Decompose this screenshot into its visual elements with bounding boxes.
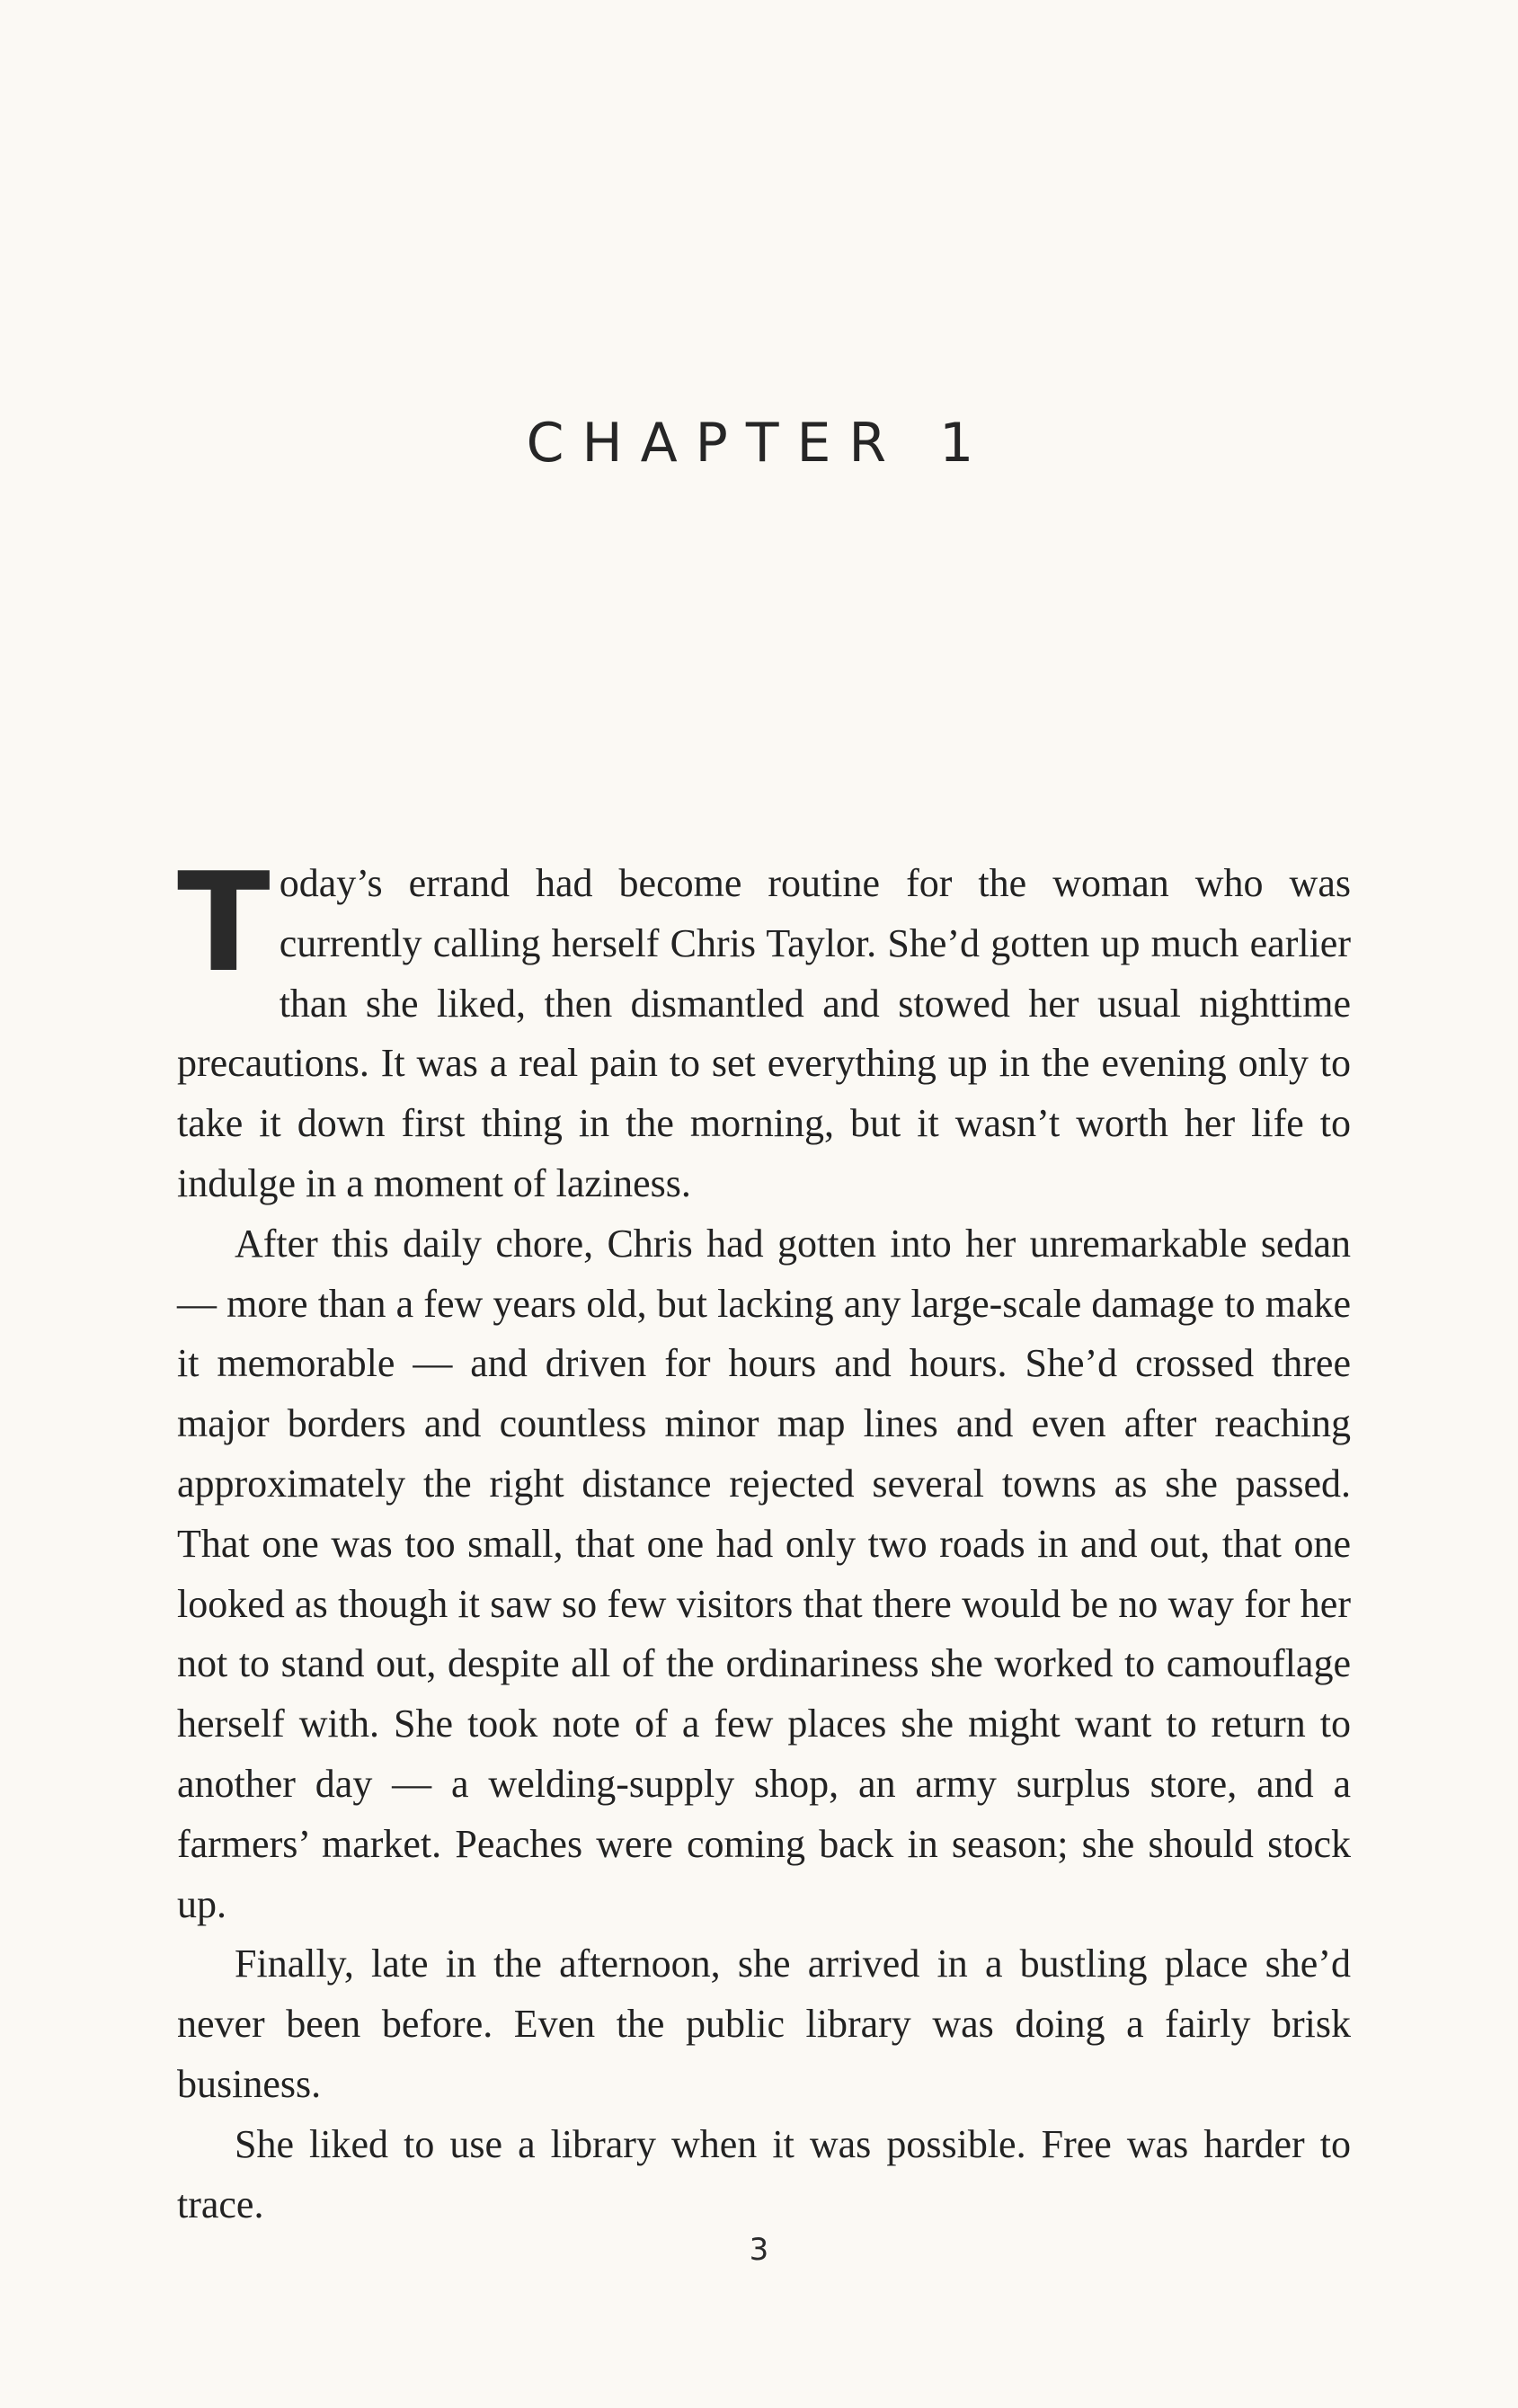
drop-cap: T (177, 843, 271, 1002)
paragraph-4: She liked to use a library when it was possible. Free was harder to trace. (177, 2121, 1351, 2226)
chapter-body (177, 843, 1351, 2235)
paragraph-3: Finally, late in the afternoon, she arrived in a bustling place she’d never been before. Even the public library was doing a fairly brisk business. (177, 1942, 1351, 2106)
chapter-title: CHAPTER 1 (526, 412, 992, 475)
page-number: 3 (749, 2232, 769, 2268)
paragraph-2: After this daily chore, Chris had gotten into her unremarkable sedan — more than a few years old, but lacking any large-scale damage to make it memorable — and driven for hours and hours. She’d crossed three major borders and countless minor map lines and even after reaching approximately the right distance rejected several towns as she passed. That one was too small, that one had only two roads in and out, that one looked as though it saw so few visitors that there would be no way for her not to stand out, despite all of the ordinariness she worked to camouflage herself with. She took note of a few places she might want to return to another day — a welding-supply shop, an army surplus store, and a farmers’ market. Peaches were coming back in season; she should stock up. (177, 1221, 1351, 1926)
paragraph-1-text: oday’s errand had become routine for the woman who was currently calling herself Chris Taylor. She’d gotten up much earlier than she liked, then dismantled and stowed her usual nighttime precautions. It was a real pain to set everything up in the evening only to take it down first thing in the morning, but it wasn’t worth her life to indulge in a moment of laziness. (177, 861, 1351, 1205)
paragraph-1 (177, 843, 1351, 1214)
